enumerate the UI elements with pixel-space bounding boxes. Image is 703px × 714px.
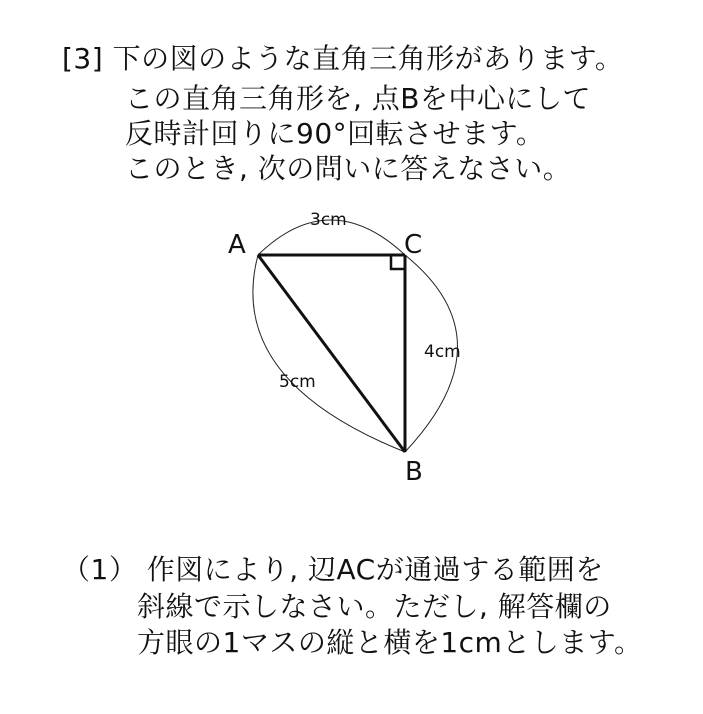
- problem-line-1: [3] 下の図のような直角三角形があります。: [62, 42, 624, 75]
- vertex-a-label: A: [228, 230, 246, 260]
- side-ab: [258, 255, 405, 452]
- length-ac-label: 3cm: [310, 210, 347, 230]
- length-ab-label: 5cm: [279, 372, 316, 392]
- question-line-2: 斜線で示しなさい。ただし, 解答欄の: [137, 590, 612, 623]
- length-bc-label: 4cm: [424, 342, 461, 362]
- problem-line-2: この直角三角形を, 点Bを中心にして: [125, 82, 592, 115]
- question-line-3: 方眼の1マスの縦と横を1cmとします。: [137, 626, 643, 659]
- problem-line-4: このとき, 次の問いに答えなさい。: [125, 152, 572, 185]
- question-line-1: （1） 作図により, 辺ACが通過する範囲を: [62, 553, 604, 586]
- vertex-b-label: B: [405, 457, 423, 487]
- problem-line-3: 反時計回りに90°回転させます。: [125, 117, 545, 150]
- right-angle-mark: [391, 255, 405, 269]
- vertex-c-label: C: [404, 230, 423, 260]
